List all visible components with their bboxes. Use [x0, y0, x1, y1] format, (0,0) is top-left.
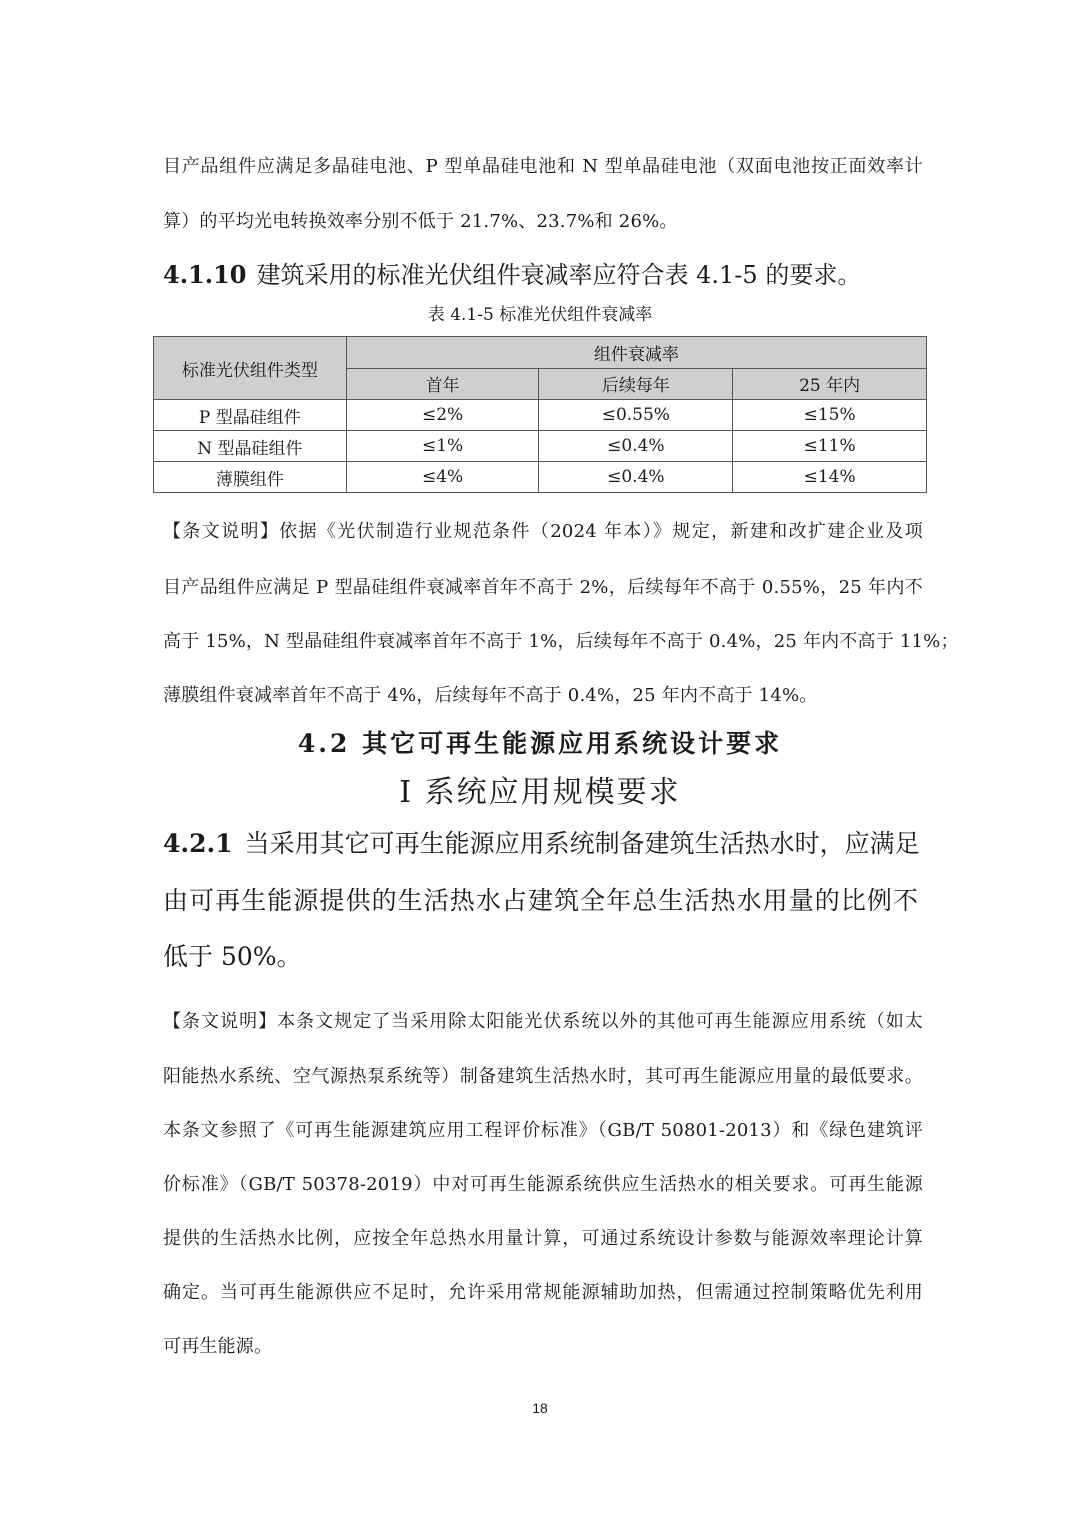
- table-row: [154, 400, 927, 431]
- clause-4-1-10: [163, 260, 923, 290]
- explanation-line: 本条文参照了《可再生能源建筑应用工程评价标准》（GB/T 50801-2013）和《绿色建筑评: [163, 1120, 923, 1141]
- table-cell: ≤0.4%: [539, 431, 733, 462]
- explanation-line: 薄膜组件衰减率首年不高于 4%，后续每年不高于 0.4%，25 年内不高于 14%。: [163, 685, 818, 706]
- table-header-type: 标准光伏组件类型: [154, 337, 347, 400]
- page-number: 18: [532, 1400, 548, 1416]
- table-cell: ≤4%: [346, 462, 539, 493]
- table-cell: ≤2%: [346, 400, 539, 431]
- explanation-line: 价标准》（GB/T 50378-2019）中对可再生能源系统供应生活热水的相关要求。可再生能源: [163, 1174, 923, 1195]
- explanation-line: 高于 15%，N 型晶硅组件衰减率首年不高于 1%，后续每年不高于 0.4%，25 年内不高于 11%；: [163, 631, 959, 652]
- table-subheader: 后续每年: [539, 368, 733, 400]
- explanation-line: 可再生能源。: [163, 1336, 273, 1357]
- clause-text: 当采用其它可再生能源应用系统制备建筑生活热水时，应满足: [244, 829, 920, 858]
- table-cell: ≤0.4%: [539, 462, 733, 493]
- explanation-line: 目产品组件应满足 P 型晶硅组件衰减率首年不高于 2%，后续每年不高于 0.55%，25 年内不: [163, 577, 923, 598]
- paragraph-line: 目产品组件应满足多晶硅电池、P 型单晶硅电池和 N 型单晶硅电池（双面电池按正面效率计: [163, 156, 923, 177]
- table-cell: 薄膜组件: [154, 462, 347, 493]
- explanation-line: 确定。当可再生能源供应不足时，允许采用常规能源辅助加热，但需通过控制策略优先利用: [163, 1282, 923, 1303]
- explanation-line: 【条文说明】依据《光伏制造行业规范条件（2024 年本）》规定，新建和改扩建企业及项: [163, 521, 923, 542]
- section-title: 4.2 其它可再生能源应用系统设计要求: [297, 729, 783, 758]
- table-subheader: 首年: [346, 368, 539, 400]
- subsection-title: Ⅰ 系统应用规模要求: [399, 775, 681, 810]
- clause-4-2-1-line: [163, 828, 918, 860]
- table-cell: ≤15%: [733, 400, 927, 431]
- table-cell: P 型晶硅组件: [154, 400, 347, 431]
- table-cell: ≤11%: [733, 431, 927, 462]
- explanation-line: 【条文说明】本条文规定了当采用除太阳能光伏系统以外的其他可再生能源应用系统（如太: [163, 1011, 923, 1032]
- clause-number: 4.1.10: [163, 260, 247, 289]
- table-header-group: 组件衰减率: [346, 337, 926, 369]
- table-subheader: 25 年内: [733, 368, 927, 400]
- table-cell: N 型晶硅组件: [154, 431, 347, 462]
- clause-4-2-1-line: 低于 50%。: [163, 942, 302, 971]
- table-row: [154, 462, 927, 493]
- paragraph-line: 算）的平均光电转换效率分别不低于 21.7%、23.7%和 26%。: [163, 211, 678, 232]
- degradation-table: [153, 336, 927, 493]
- explanation-line: 阳能热水系统、空气源热泵系统等）制备建筑生活热水时，其可再生能源应用量的最低要求。: [163, 1066, 923, 1087]
- table-cell: ≤1%: [346, 431, 539, 462]
- table-cell: ≤14%: [733, 462, 927, 493]
- clause-4-2-1-line: 由可再生能源提供的生活热水占建筑全年总生活热水用量的比例不: [163, 886, 918, 915]
- table-cell: ≤0.55%: [539, 400, 733, 431]
- table-caption: 表 4.1-5 标准光伏组件衰减率: [427, 305, 653, 325]
- clause-number: 4.2.1: [163, 829, 233, 858]
- clause-text: 建筑采用的标准光伏组件衰减率应符合表 4.1-5 的要求。: [256, 261, 862, 289]
- table-row: [154, 431, 927, 462]
- explanation-line: 提供的生活热水比例，应按全年总热水用量计算，可通过系统设计参数与能源效率理论计算: [163, 1228, 923, 1249]
